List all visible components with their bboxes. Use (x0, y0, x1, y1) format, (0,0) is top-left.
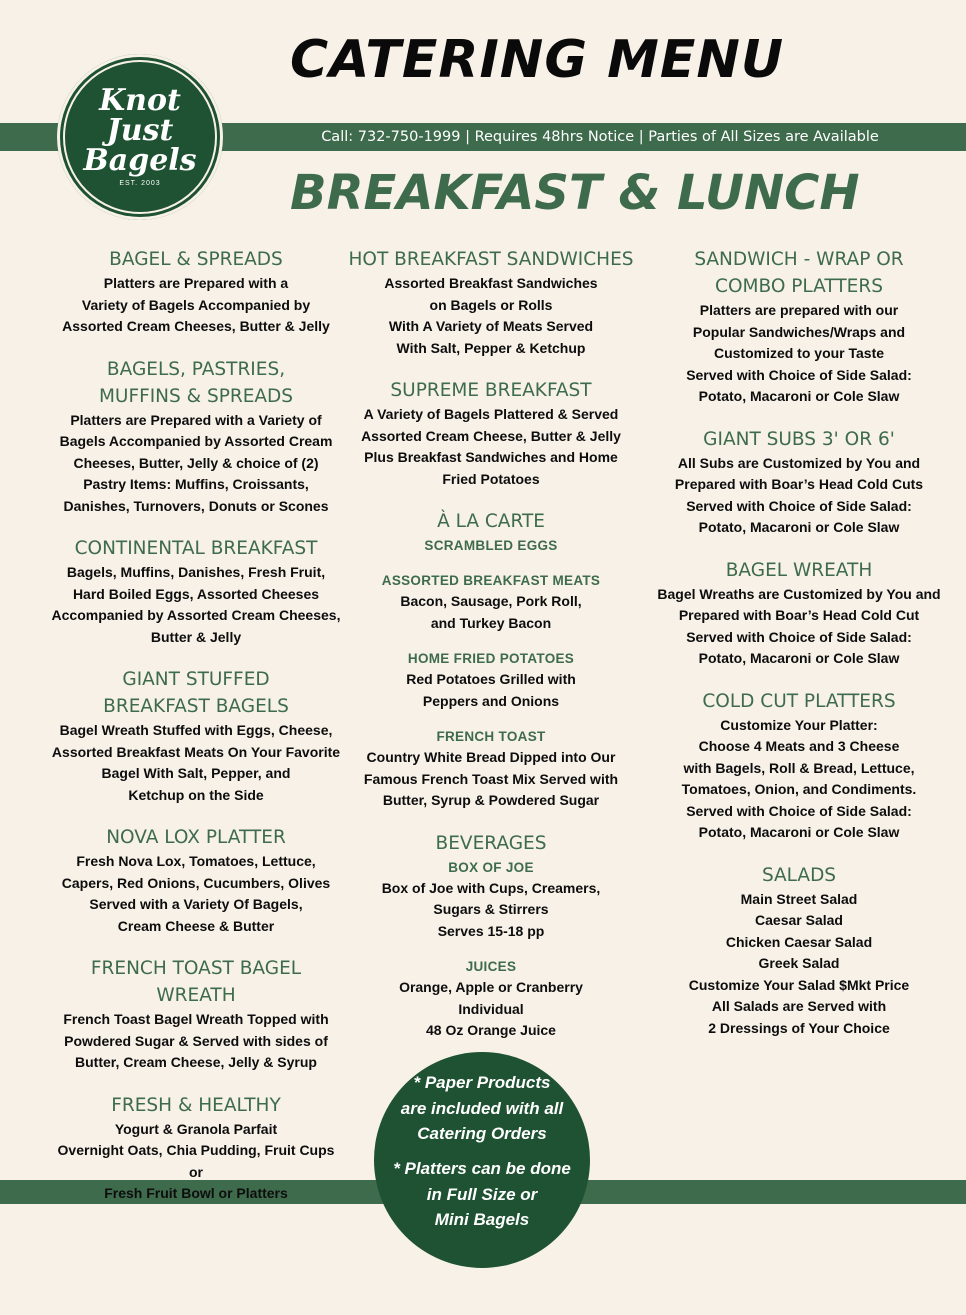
info-badge (374, 1052, 590, 1268)
section-title: BAGEL & SPREADS (109, 249, 283, 270)
left-column (50, 246, 342, 1223)
section-title: COLD CUT PLATTERS (702, 690, 896, 712)
section-title: NOVA LOX PLATTER (106, 827, 286, 848)
menu-section (345, 246, 637, 359)
subsection-body: Bacon, Sausage, Pork Roll, and Turkey Bacon (400, 593, 582, 631)
menu-subsection (345, 570, 637, 634)
section-body: Platters are Prepared with a Variety of Bagels Accompanied by Assorted Cream Cheeses, Butter & Jelly (62, 275, 330, 334)
page-title: CATERING MENU (290, 30, 785, 90)
logo-est: EST. 2003 (119, 180, 161, 187)
menu-section (50, 1092, 342, 1205)
section-title: BEVERAGES (435, 832, 547, 854)
section-title: GIANT STUFFED BREAKFAST BAGELS (103, 669, 289, 717)
menu-section (50, 955, 342, 1074)
section-title: BAGEL WREATH (725, 559, 873, 581)
section-title: HOT BREAKFAST SANDWICHES (348, 249, 634, 270)
menu-subsection (345, 535, 637, 556)
section-title: BAGELS, PASTRIES, MUFFINS & SPREADS (98, 358, 294, 407)
menu-section (345, 377, 637, 490)
section-body: Yogurt & Granola Parfait Overnight Oats, Chia Pudding, Fruit Cups or Fresh Fruit Bowl or Platters (57, 1120, 335, 1201)
section-body: Fresh Nova Lox, Tomatoes, Lettuce, Capers, Red Onions, Cucumbers, Olives Served with a Variety Of Bagels, Cream Cheese & Butter (61, 853, 331, 934)
page-subtitle: BREAKFAST & LUNCH (290, 165, 860, 221)
menu-section (345, 830, 637, 1042)
logo-line-3: Bagels (83, 143, 197, 178)
brand-logo (57, 54, 223, 220)
section-body: Bagel Wreath Stuffed with Eggs, Cheese, Assorted Breakfast Meats On Your Favorite Bagel With Salt, Pepper, and Ketchup on the Side (51, 722, 341, 803)
menu-subsection (345, 956, 637, 1042)
section-title: SALADS (761, 864, 837, 886)
menu-section (50, 666, 342, 806)
section-body: Platters are prepared with our Popular Sandwiches/Wraps and Customized to your Taste Served with Choice of Side Salad: Potato, Macaroni or Cole Slaw (686, 302, 912, 404)
section-body: Bagel Wreaths are Customized by You and Prepared with Boar’s Head Cold Cut Served with Choice of Side Salad: Potato, Macaroni or Cole Slaw (657, 585, 941, 666)
section-body: All Subs are Customized by You and Prepared with Boar’s Head Cold Cuts Served with Choice of Side Salad: Potato, Macaroni or Cole Slaw (674, 454, 924, 535)
logo-line-2: Just (106, 113, 174, 148)
contact-info: Call: 732-750-1999 | Requires 48hrs Notice | Parties of All Sizes are Available (321, 129, 879, 145)
badge-note-paper: * Paper Products are included with all Catering Orders (400, 1073, 564, 1143)
section-title: GIANT SUBS 3' OR 6' (703, 428, 895, 450)
menu-subsection (345, 857, 637, 943)
section-title: CONTINENTAL BREAKFAST (74, 538, 318, 559)
subsection-title: ASSORTED BREAKFAST MEATS (381, 573, 601, 588)
right-column (653, 246, 945, 1057)
logo-line-1: Knot (99, 83, 181, 118)
subsection-title: SCRAMBLED EGGS (424, 538, 558, 553)
subsection-title: JUICES (465, 959, 517, 974)
subsection-body: Country White Bread Dipped into Our Famous French Toast Mix Served with Butter, Syrup & Powdered Sugar (363, 749, 619, 808)
middle-column (345, 246, 637, 1060)
menu-section (653, 426, 945, 539)
section-body: Assorted Breakfast Sandwiches on Bagels or Rolls With A Variety of Meats Served With Salt, Pepper & Ketchup (384, 275, 598, 356)
subsection-title: HOME FRIED POTATOES (407, 651, 575, 666)
section-title: FRENCH TOAST BAGEL WREATH (90, 958, 302, 1006)
subsection-body: Red Potatoes Grilled with Peppers and Onions (406, 671, 576, 709)
menu-subsection (345, 726, 637, 812)
section-title: SANDWICH - WRAP OR COMBO PLATTERS (694, 249, 904, 297)
section-body: A Variety of Bagels Plattered & Served Assorted Cream Cheese, Butter & Jelly Plus Breakfast Sandwiches and Home Fried Potatoes (361, 406, 621, 487)
badge-note-platters: * Platters can be done in Full Size or Mini Bagels (393, 1159, 571, 1229)
subsection-title: FRENCH TOAST (436, 729, 546, 744)
section-title: SUPREME BREAKFAST (390, 380, 592, 401)
menu-section (50, 824, 342, 937)
menu-section (653, 862, 945, 1040)
section-title: À LA CARTE (437, 511, 545, 532)
menu-section (50, 246, 342, 338)
section-title: FRESH & HEALTHY (111, 1094, 281, 1116)
section-body: Bagels, Muffins, Danishes, Fresh Fruit, Hard Boiled Eggs, Assorted Cheeses Accompanied by Assorted Cream Cheeses, Butter & Jelly (51, 564, 341, 645)
menu-section (653, 246, 945, 408)
subsection-body: Orange, Apple or Cranberry Individual 48 Oz Orange Juice (399, 979, 583, 1038)
section-body: Platters are Prepared with a Variety of Bagels Accompanied by Assorted Cream Cheeses, Butter, Jelly & choice of (2) Pastry Items: Muffins, Croissants, Danishes, Turnovers, Donuts or Scones (59, 411, 333, 514)
menu-section (50, 356, 342, 518)
subsection-body: Box of Joe with Cups, Creamers, Sugars & Stirrers Serves 15-18 pp (381, 879, 601, 939)
menu-section (653, 557, 945, 670)
logo-wordmark (57, 83, 223, 178)
menu-section (345, 508, 637, 812)
section-body: Customize Your Platter: Choose 4 Meats and 3 Cheese with Bagels, Roll & Bread, Lettuce, Tomatoes, Onion, and Condiments. Served with Choice of Side Salad: Potato, Macaroni or Cole Slaw (681, 716, 917, 840)
menu-section (653, 688, 945, 844)
section-body: French Toast Bagel Wreath Topped with Powdered Sugar & Served with sides of Butter, Cream Cheese, Jelly & Syrup (63, 1011, 329, 1070)
menu-section (50, 535, 342, 648)
section-body: Main Street Salad Caesar Salad Chicken Caesar Salad Greek Salad Customize Your Salad $Mkt Price All Salads are Served with 2 Dressings of Your Choice (688, 890, 910, 1036)
menu-subsection (345, 648, 637, 712)
subsection-title: BOX OF JOE (448, 859, 534, 875)
